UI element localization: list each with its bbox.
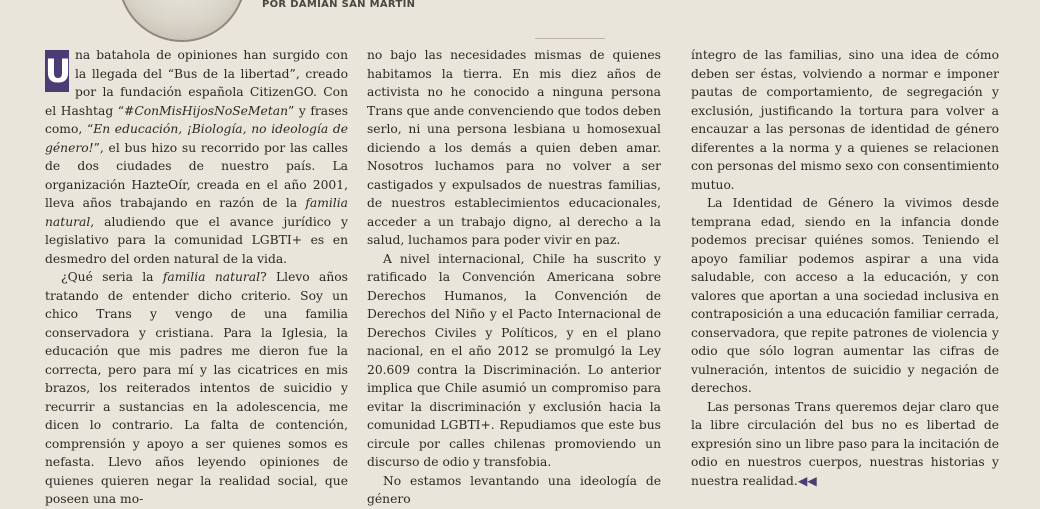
paragraph: No estamos levantando una ideología de género — [367, 473, 661, 506]
text-run: ” y frases como, “ — [45, 103, 348, 136]
text-run: ”, el bus hizo su recorrido por las calles de dos ciudades de nuestro país. La organización HazteOír, creada en el año 2001, lleva años trabajando en razón de la — [45, 140, 348, 210]
hashtag: #ConMisHijosNoSeMetan — [124, 103, 289, 118]
paragraph — [45, 268, 348, 509]
paragraph: íntegro de las familias, sino una idea de cómo deben ser éstas, volviendo a normar e imponer pautas de comportamiento, de segregación y exclusión, justificando la tortura para volver a encauzar a las personas de identidad de género diferentes a la norma y a quienes se relacionen con personas del mismo sexo con consentimiento mutuo. — [691, 48, 999, 192]
emphasis: familia natural — [162, 270, 261, 284]
text-run: ¿Qué seria la — [61, 270, 163, 284]
author-photo — [118, 0, 246, 42]
quote-phrase: En educación, ¡Biología, no ideología de género! — [45, 122, 348, 155]
article-column-3 — [691, 46, 999, 490]
text-run: Las personas Trans queremos dejar claro que la libre circulación del bus no es libertad de expresión sino un libre paso para la incitación de odio en nuestros cuerpos, nuestras historias y nuestra realidad. — [691, 399, 999, 488]
text-run: , aludiendo que el avance jurídico y legislativo para la comunidad LGBTI+ es en desmedro del orden natural de la vida. — [45, 214, 348, 266]
article-column-2 — [367, 46, 661, 509]
dropcap: U — [45, 52, 71, 90]
article-column-1 — [45, 46, 348, 509]
paragraph — [691, 398, 999, 491]
emphasis: familia natural — [45, 196, 348, 229]
paragraph: La Identidad de Género la vivimos desde temprana edad, siendo en la infancia donde podemos precisar quiénes somos. Teniendo el apoyo familiar podemos aspirar a una vida saludable, con acceso a la educación, y con valores que aportan a una sociedad inclusiva en contraposición a una educación familiar cerrada, conservadora, que repite patrones de violencia y odio que sólo logran aumentar las cifras de vulneración, intentos de suicidio y negación de derechos. — [691, 196, 999, 395]
paragraph: no bajo las necesidades mismas de quienes habitamos la tierra. En mis diez años de activista no he conocido a ninguna persona Trans que ande convenciendo que todos deben serlo, ni una persona lesbiana u homosexual diciendo a los demás a quien deben amar. Nosotros luchamos para no volver a ser castigados y expulsados de nuestras familias, de nuestros establecimientos educacionales, acceder a un trabajo digno, al derecho a la salud, luchamos para poder vivir en paz. — [367, 48, 661, 247]
paragraph — [45, 46, 348, 268]
byline: POR DAMIAN SAN MARTIN — [262, 0, 416, 10]
paragraph: A nivel internacional, Chile ha suscrito y ratificado la Convención Americana sobre Derechos Humanos, la Convención de Derechos del Niño y el Pacto Internacional de Derechos Civiles y Políticos, y en el plano nacional, en el año 2012 se promulgó la Ley 20.609 contra la Discriminación. Lo anterior implica que Chile asumió un compromiso para evitar la discriminación y exclusión hacia la comunidad LGBTI+. Repudiamos que este bus circule por calles chilenas promoviendo un discurso de odio y transfobia. — [367, 251, 661, 469]
text-run: na batahola de opiniones han surgido con la llegada del “Bus de la libertad”, creado por la fundación española CitizenGO. Con el Hashtag “ — [45, 48, 348, 118]
text-run: ? Llevo años tratando de entender dicho criterio. Soy un chico Trans y vengo de una familia conservadora y cristiana. Para la Iglesia, la educación que mis padres me dieron fue la correcta, pero para mí y las cicatrices en mis brazos, los reiterados intentos de suicidio y recurrir a sustancias en la adolescencia, me dicen lo contrario. La falta de contención, comprensión y apoyo a ser quienes somos es nefasta. Llevo años leyendo opiniones de quienes quieren negar la realidad social, que poseen una mo- — [45, 270, 348, 506]
faded-divider — [535, 38, 605, 39]
end-mark-icon: ◀◀ — [797, 473, 817, 488]
